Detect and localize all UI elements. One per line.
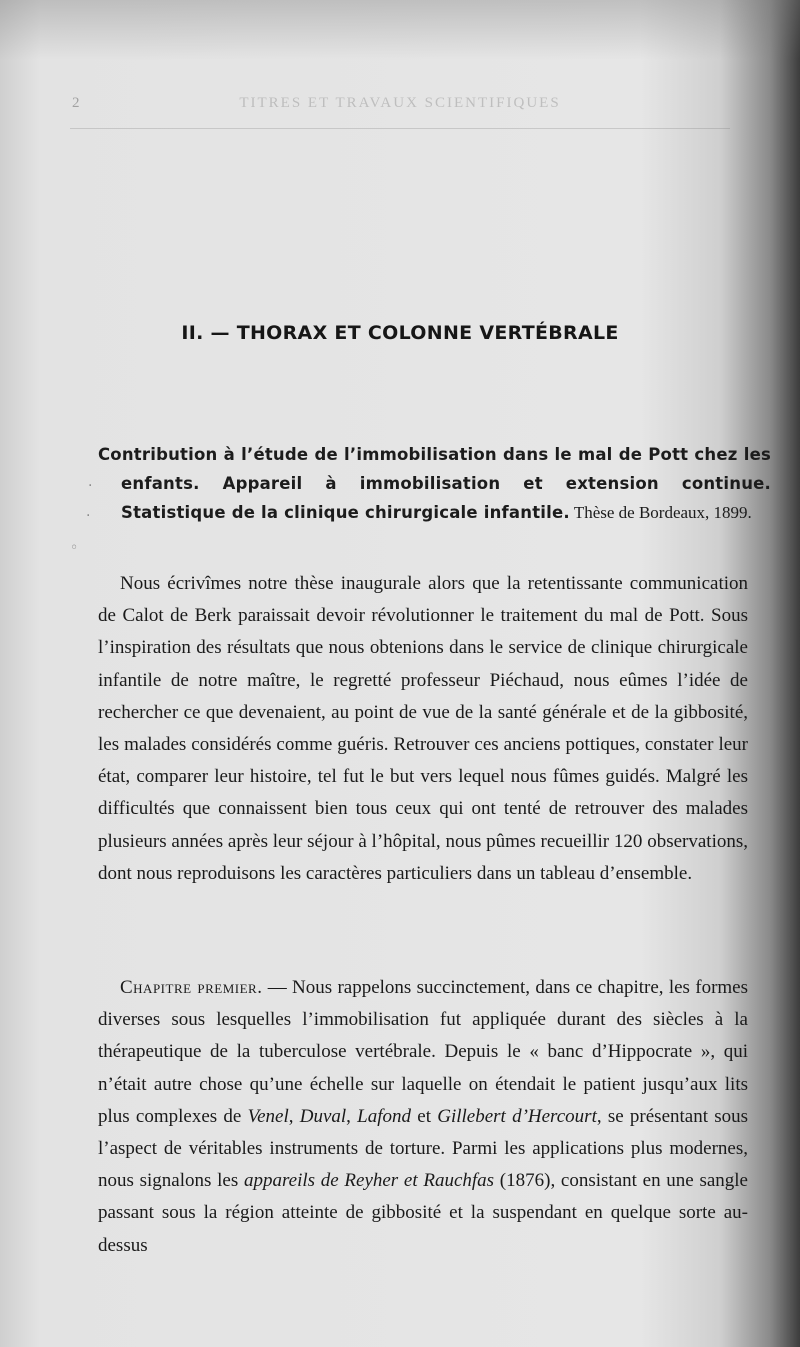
name-duval: Duval [299,1105,347,1127]
chapter-paragraph [98,972,748,1262]
name-lafond: Lafond [357,1105,412,1127]
running-title: TITRES ET TRAVAUX SCIENTIFIQUES [239,95,561,111]
citation-entry [98,440,771,527]
intro-paragraph: Nous écrivîmes notre thèse inaugurale alors que la retentissante communication de Calot de Berk paraissait devoir révolutionner le traitement du mal de Pott. Sous l’inspiration des résultats que nous obtenions dans le service de clinique chirurgicale infantile de notre maître, le regretté professeur Piéchaud, nous eûmes l’idée de rechercher ce que devenaient, au point de vue de la santé générale et de la gibbosité, les malades considérés comme guéris. Retrouver ces anciens pottiques, constater leur état, comparer leur histoire, tel fut le but vers lequel nous fûmes guidés. Malgré les difficultés que connaissent bien tous ceux qui ont tenté de retrouver des malades plusieurs années après leur séjour à l’hôpital, nous pûmes recueillir 120 observations, dont nous reproduisons les caractères particuliers dans un tableau d’ensemble. [98,573,748,884]
section-title: II. — THORAX ET COLONNE VERTÉBRALE [181,322,619,344]
margin-ring-mark: ◦ [70,540,79,556]
name-venel: Venel [247,1105,289,1127]
margin-dot-mark: · [88,478,93,494]
chapter-label: Chapitre premier. [120,977,263,998]
scan-top-shadow [0,0,800,60]
header-divider [70,128,730,129]
chapter-separator: — [262,977,293,998]
chapter-text-1: Nous rappelons succinctement, dans ce chapitre, les formes diverses sous lesquelles l’immobilisation fut appliquée durant des siècles à la thérapeutique de la tuberculose vertébrale. Depuis le « banc d’Hippocrate », qui n’était autre chose qu’une échelle sur laquelle on étendait le patient jusqu’aux lits plus complexes de [98,977,749,1127]
chapter-text-3: (1876), consistant en une sangle passant sous la région atteinte de gibbosité et la suspendant en quelque sorte au-dessus [98,1170,748,1256]
name-gillebert: Gillebert d’Hercourt [437,1105,597,1127]
name-appareils: appareils de Reyher et Rauchfas [243,1170,495,1192]
separator-2: , [346,1105,358,1127]
page-number: 2 [72,95,80,111]
chapter-text-2: , se présentant sous l’aspect de véritables instruments de torture. Parmi les applications plus modernes, nous signalons les [98,1105,749,1192]
citation-source: Thèse de Bordeaux, 1899. [569,503,752,522]
margin-dot-mark: · [86,508,91,524]
citation-title: Contribution à l’étude de l’immobilisation dans le mal de Pott chez les enfants. Appareil à immobilisation et extension continue. Statistique de la clinique chirurgicale infantile. [98,445,771,522]
separator-1: , [288,1105,300,1127]
separator-3: et [411,1105,438,1127]
